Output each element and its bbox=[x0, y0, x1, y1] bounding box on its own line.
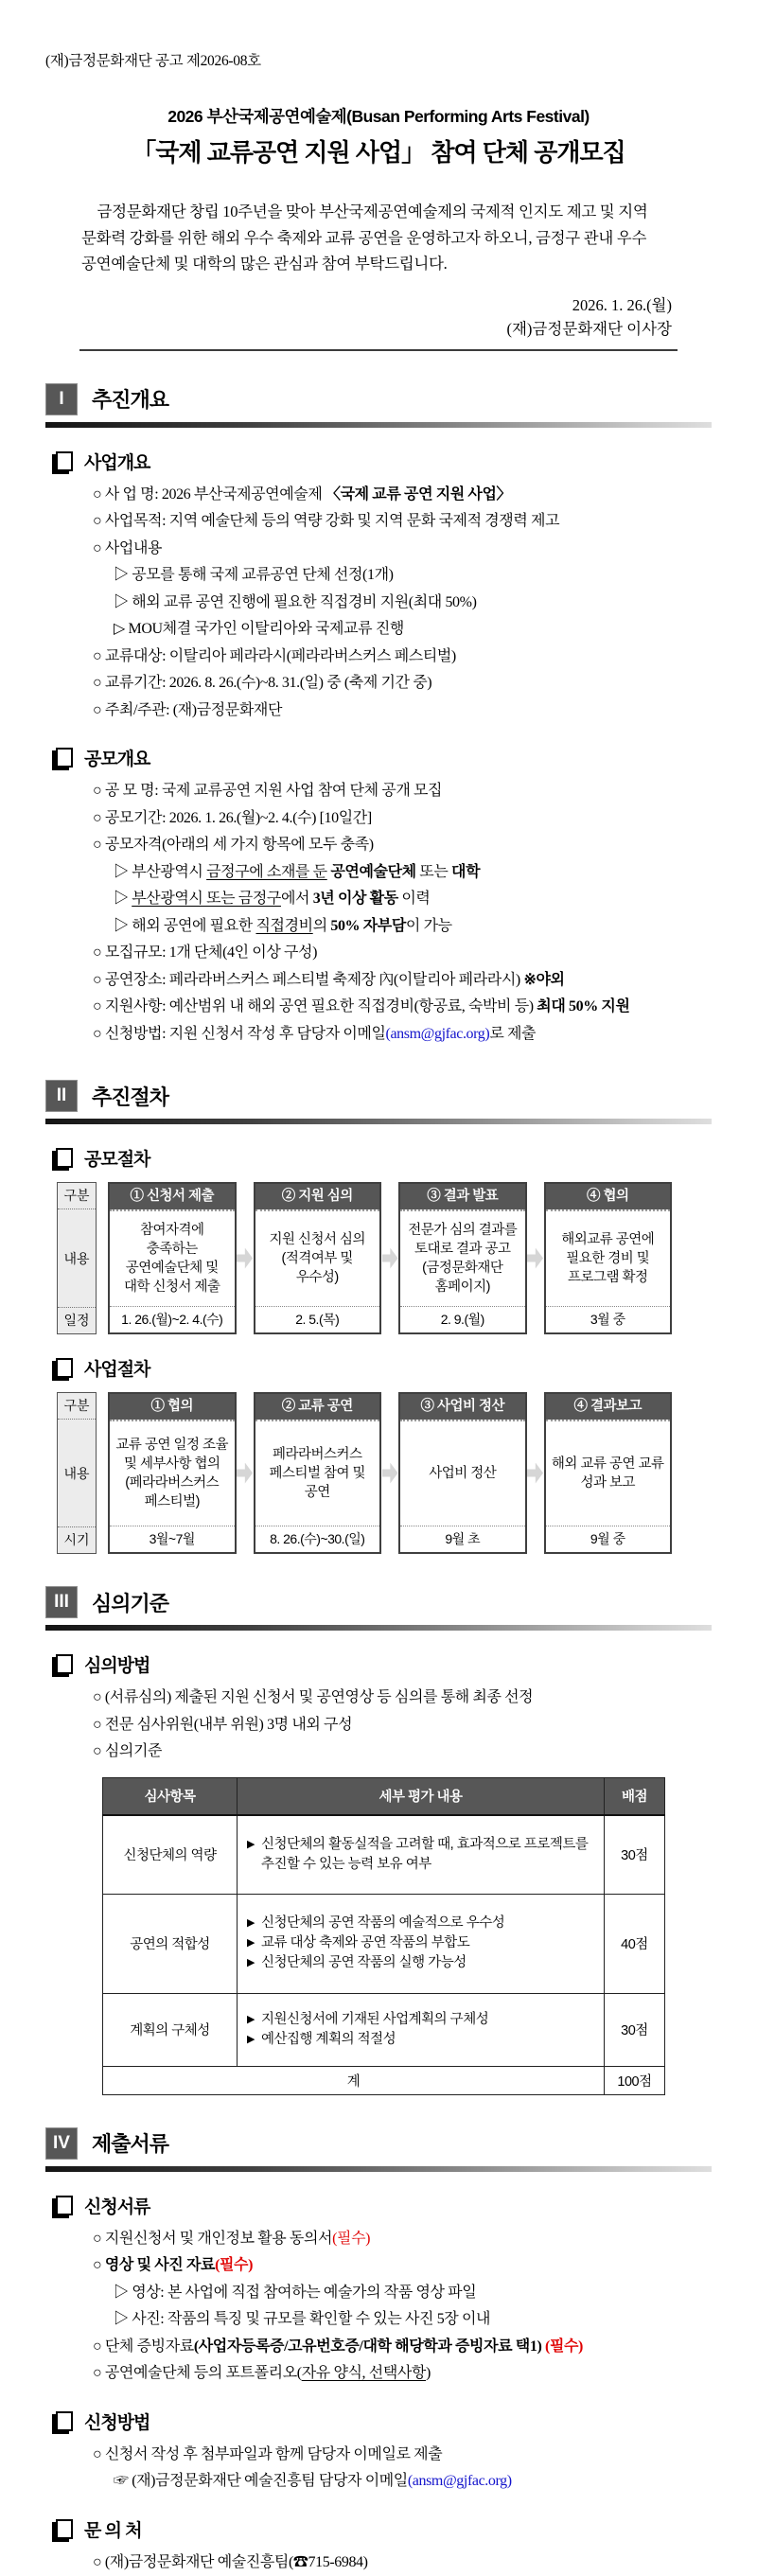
subsection-contact bbox=[51, 2516, 712, 2542]
row-label: 구분 bbox=[58, 1183, 96, 1209]
list-item bbox=[93, 697, 712, 725]
total-label: 계 bbox=[103, 2066, 605, 2094]
process-label-column bbox=[57, 1392, 97, 1554]
triangle-bullet-icon: ▶ bbox=[247, 2010, 261, 2030]
list-item bbox=[93, 1738, 712, 1766]
square-bullet-icon bbox=[56, 2196, 73, 2215]
announcement-date: 2026. 1. 26.(월) bbox=[45, 292, 672, 315]
step-title: ③ 사업비 정산 bbox=[400, 1394, 525, 1420]
text-run: 〈국제 교류 공연 지원 사업〉 bbox=[326, 486, 511, 503]
criteria-details bbox=[238, 1894, 605, 1993]
text-run: ○ bbox=[93, 2257, 105, 2273]
step-date: 3월~7월 bbox=[110, 1526, 235, 1552]
list-item bbox=[93, 967, 712, 995]
process-steps bbox=[108, 1182, 672, 1334]
text-run: ○ 사 업 명: 2026 부산국제공연예술제 bbox=[93, 486, 326, 503]
text-run: ▷ MOU체결 국가인 이탈리아와 국제교류 진행 bbox=[114, 621, 404, 637]
list-item bbox=[93, 940, 712, 967]
triangle-bullet-icon: ▶ bbox=[247, 1914, 261, 1933]
section-header-review-criteria bbox=[45, 1586, 712, 1618]
detail-line: ▶ 신청단체의 활동실적을 고려할 때, 효과적으로 프로젝트를 추진할 수 있는 능력 보유 여부 bbox=[247, 1835, 594, 1875]
step-date: 9월 중 bbox=[546, 1526, 671, 1552]
text-run: ○ 지원사항: 예산범위 내 해외 공연 필요한 직접경비(항공료, 숙박비 등) bbox=[93, 998, 537, 1015]
row-label: 내용 bbox=[58, 1420, 96, 1527]
text-run: ○ 공모기간: 2026. 1. 26.(월)~2. 4.(수) [10일간] bbox=[93, 810, 372, 826]
email-link[interactable]: (ansm@gjfac.org) bbox=[408, 2473, 512, 2489]
subsection-application-docs bbox=[51, 2193, 712, 2218]
arrow-right-icon bbox=[381, 1392, 398, 1554]
step-date: 2. 9.(월) bbox=[400, 1307, 525, 1332]
header-divider bbox=[79, 349, 678, 351]
list-subitem bbox=[114, 562, 712, 590]
section-header-procedure bbox=[45, 1080, 712, 1112]
step-content: 참여자격에 충족하는 공연예술단체 및 대학 신청서 제출 bbox=[110, 1209, 235, 1307]
subsection-review-method bbox=[51, 1651, 712, 1677]
criteria-score: 30점 bbox=[605, 1993, 665, 2066]
process-step bbox=[108, 1182, 237, 1334]
list-item bbox=[93, 644, 712, 671]
text-run: ▷ 해외 공연에 필요한 bbox=[114, 918, 255, 934]
subsection-title: 사업절차 bbox=[84, 1355, 150, 1381]
list-item bbox=[93, 508, 712, 536]
how-to-apply-list bbox=[93, 2442, 712, 2496]
square-bullet-icon bbox=[56, 2411, 73, 2431]
text-run: 대학 bbox=[451, 864, 480, 880]
list-item bbox=[93, 670, 712, 697]
text-run: (필수) bbox=[332, 2231, 370, 2247]
section-header-overview bbox=[45, 383, 712, 415]
column-header: 배점 bbox=[605, 1777, 665, 1815]
text-run: ○ 교류기간: 2026. 8. 26.(수)~8. 31.(일) 중 (축제 기간 중) bbox=[93, 675, 431, 691]
text-run: 의 bbox=[313, 918, 331, 934]
section-number-badge: IV bbox=[45, 2127, 78, 2160]
text-run: ○ 단체 증빙자료 bbox=[93, 2338, 194, 2355]
arrow-right-icon bbox=[237, 1182, 254, 1334]
table-row bbox=[103, 1993, 665, 2066]
triangle-bullet-icon: ▶ bbox=[247, 1953, 261, 1973]
detail-line: ▶ 지원신청서에 기재된 사업계획의 구체성 bbox=[247, 2010, 594, 2030]
text-run: (사업자등록증/고유번호증/대학 해당학과 증빙자료 택1) bbox=[194, 2338, 542, 2355]
text-run: 50% 자부담 bbox=[330, 918, 406, 934]
list-subitem bbox=[114, 859, 712, 887]
text-run: ▷ 부산광역시 bbox=[114, 864, 206, 880]
text-run: ○ 신청서 작성 후 첨부파일과 함께 담당자 이메일로 제출 bbox=[93, 2446, 442, 2462]
step-title: ④ 협의 bbox=[546, 1184, 671, 1209]
application-docs-list bbox=[93, 2226, 712, 2388]
list-item bbox=[93, 1021, 712, 1049]
text-run: 부산광역시 또는 금정구 bbox=[132, 891, 281, 907]
table-header-row bbox=[103, 1777, 665, 1815]
square-bullet-icon bbox=[56, 2519, 73, 2539]
list-item bbox=[93, 2226, 712, 2253]
text-run: ○ 사업목적: 지역 예술단체 등의 역량 강화 및 지역 문화 국제적 경쟁력 제고 bbox=[93, 513, 559, 529]
text-run: (필수) bbox=[545, 2338, 583, 2355]
business-process-table bbox=[57, 1392, 672, 1554]
step-date: 2. 5.(목) bbox=[255, 1307, 380, 1332]
open-call-list bbox=[93, 778, 712, 1048]
section-divider-bar bbox=[45, 422, 712, 428]
text-run: 직접경비 bbox=[255, 918, 312, 934]
criteria-score: 40점 bbox=[605, 1894, 665, 1993]
list-subitem bbox=[114, 886, 712, 913]
subsection-title: 공모개요 bbox=[84, 745, 150, 770]
subsection-business-procedure bbox=[51, 1355, 712, 1381]
contact-list bbox=[93, 2550, 712, 2576]
list-item bbox=[93, 778, 712, 805]
total-score: 100점 bbox=[605, 2066, 665, 2094]
process-step bbox=[108, 1392, 237, 1554]
section-title: 심의기준 bbox=[92, 1588, 168, 1617]
intro-paragraph: 금정문화재단 창립 10주년을 맞아 부산국제공연예술제의 국제적 인지도 제고 및 지역 문화력 강화를 위한 해외 우수 축제와 교류 공연을 운영하고자 하오니, 금정구 관내 우수 공연예술단체 및 대학의 많은 관심과 참여 부탁드립니다. bbox=[81, 199, 676, 277]
step-content: 해외 교류 공연 교류 성과 보고 bbox=[546, 1420, 671, 1526]
detail-line: ▶ 예산집행 계획의 적절성 bbox=[247, 2030, 594, 2050]
text-run: ○ 심의기준 bbox=[93, 1743, 162, 1759]
list-item bbox=[93, 994, 712, 1021]
business-overview-list bbox=[93, 482, 712, 725]
text-run: (필수) bbox=[215, 2257, 253, 2273]
text-run: ▷ 공모를 통해 국제 교류공연 단체 선정(1개) bbox=[114, 567, 394, 583]
step-content: 페라라버스커스 페스티벌 참여 및 공연 bbox=[255, 1420, 380, 1526]
list-subitem bbox=[114, 913, 712, 941]
table-row bbox=[103, 1815, 665, 1895]
text-run: 로 제출 bbox=[489, 1026, 536, 1042]
process-steps bbox=[108, 1392, 672, 1554]
text-run: ○ 교류대상: 이탈리아 페라라시(페라라버스커스 페스티벌) bbox=[93, 648, 456, 664]
text-run: 이 가능 bbox=[406, 918, 452, 934]
text-run: 공연예술단체 bbox=[330, 864, 415, 880]
text-run: 자유 양식, 선택사항 bbox=[302, 2365, 426, 2381]
list-item bbox=[93, 482, 712, 509]
list-item bbox=[93, 1712, 712, 1739]
document-title: 「국제 교류공연 지원 사업」 참여 단체 공개모집 bbox=[45, 133, 712, 168]
section-divider-bar bbox=[45, 1119, 712, 1124]
text-run: 3년 이상 활동 bbox=[313, 891, 398, 907]
criteria-details bbox=[238, 1815, 605, 1895]
text-run: ○ 공 모 명: 국제 교류공연 지원 사업 참여 단체 공개 모집 bbox=[93, 783, 442, 799]
text-run: ○ 전문 심사위원(내부 위원) 3명 내외 구성 bbox=[93, 1717, 352, 1733]
detail-line: ▶ 교류 대상 축제와 공연 작품의 부합도 bbox=[247, 1933, 594, 1953]
text-run: ○ 공연예술단체 등의 포트폴리오( bbox=[93, 2365, 302, 2381]
triangle-bullet-icon: ▶ bbox=[247, 1835, 261, 1875]
subsection-title: 심의방법 bbox=[84, 1651, 150, 1677]
arrow-right-icon bbox=[527, 1392, 544, 1554]
step-date: 8. 26.(수)~30.(일) bbox=[255, 1526, 380, 1552]
step-content: 해외교류 공연에 필요한 경비 및 프로그램 확정 bbox=[546, 1209, 671, 1307]
step-content: 지원 신청서 심의(적격여부 및 우수성) bbox=[255, 1209, 380, 1307]
row-label: 구분 bbox=[58, 1393, 96, 1420]
step-date: 9월 초 bbox=[400, 1526, 525, 1552]
process-step bbox=[544, 1392, 673, 1554]
text-run: 이력 bbox=[398, 891, 431, 907]
review-method-list bbox=[93, 1685, 712, 1766]
text-run: 최대 50% 지원 bbox=[537, 998, 629, 1015]
square-bullet-icon bbox=[56, 1358, 73, 1378]
step-title: ③ 결과 발표 bbox=[400, 1184, 525, 1209]
criteria-details bbox=[238, 1993, 605, 2066]
row-label: 시기 bbox=[58, 1527, 96, 1553]
list-subitem bbox=[114, 590, 712, 617]
square-bullet-icon bbox=[56, 748, 73, 768]
step-title: ② 지원 심의 bbox=[255, 1184, 380, 1209]
step-date: 3월 중 bbox=[546, 1307, 671, 1332]
document-subtitle: 2026 부산국제공연예술제(Busan Performing Arts Festival) bbox=[45, 104, 712, 128]
section-number-badge: III bbox=[45, 1586, 78, 1618]
arrow-right-icon bbox=[527, 1182, 544, 1334]
process-step bbox=[254, 1182, 382, 1334]
process-step bbox=[398, 1392, 527, 1554]
square-bullet-icon bbox=[56, 1148, 73, 1168]
text-run: ○ 주최/주관: (재)금정문화재단 bbox=[93, 702, 282, 718]
criteria-name: 계획의 구체성 bbox=[103, 1993, 238, 2066]
subsection-open-call-overview bbox=[51, 745, 712, 770]
text-run: ▷ 영상: 본 사업에 직접 참여하는 예술가의 작품 영상 파일 bbox=[114, 2285, 476, 2301]
list-item bbox=[93, 2334, 712, 2361]
list-item bbox=[93, 2252, 712, 2280]
criteria-name: 신청단체의 역량 bbox=[103, 1815, 238, 1895]
criteria-name: 공연의 적합성 bbox=[103, 1894, 238, 1993]
process-label-column bbox=[57, 1182, 97, 1334]
column-header: 세부 평가 내용 bbox=[238, 1777, 605, 1815]
text-run: ※야외 bbox=[523, 972, 564, 988]
step-title: ① 협의 bbox=[110, 1394, 235, 1420]
arrow-right-icon bbox=[237, 1392, 254, 1554]
email-link[interactable]: (ansm@gjfac.org) bbox=[386, 1026, 490, 1042]
text-run: ○ 공연장소: 페라라버스커스 페스티벌 축제장 內(이탈리아 페라라시) bbox=[93, 972, 523, 988]
text-run: ○ 사업내용 bbox=[93, 540, 162, 556]
text-run: ▷ 사진: 작품의 특징 및 규모를 확인할 수 있는 사진 5장 이내 bbox=[114, 2311, 490, 2327]
signer: (재)금정문화재단 이사장 bbox=[45, 317, 672, 342]
table-total-row bbox=[103, 2066, 665, 2094]
text-run: 에서 bbox=[281, 891, 313, 907]
table-row bbox=[103, 1894, 665, 1993]
section-number-badge: II bbox=[45, 1080, 78, 1112]
section-header-submission-docs bbox=[45, 2127, 712, 2160]
section-title: 추진절차 bbox=[92, 1082, 168, 1111]
subsection-title: 공모절차 bbox=[84, 1145, 150, 1171]
list-item bbox=[93, 2360, 712, 2388]
list-item bbox=[93, 805, 712, 833]
step-title: ② 교류 공연 bbox=[255, 1394, 380, 1420]
text-run: ○ (재)금정문화재단 예술진흥팀(☎715-6984) bbox=[93, 2554, 368, 2570]
text-run: 또는 bbox=[416, 864, 451, 880]
row-label: 내용 bbox=[58, 1209, 96, 1308]
notice-number: (재)금정문화재단 공고 제2026-08호 bbox=[45, 49, 712, 70]
detail-line: ▶ 신청단체의 공연 작품의 예술적으로 우수성 bbox=[247, 1914, 594, 1933]
process-step bbox=[544, 1182, 673, 1334]
open-call-process-table bbox=[57, 1182, 672, 1334]
section-title: 제출서류 bbox=[92, 2128, 168, 2158]
text-run: ) bbox=[426, 2365, 431, 2381]
list-subitem bbox=[114, 2306, 712, 2334]
text-run: ○ 지원신청서 및 개인정보 활용 동의서 bbox=[93, 2231, 332, 2247]
row-label: 일정 bbox=[58, 1308, 96, 1333]
subsection-open-call-procedure bbox=[51, 1145, 712, 1171]
subsection-business-overview bbox=[51, 449, 712, 474]
list-item bbox=[93, 2550, 712, 2576]
text-run: ▷ bbox=[114, 891, 132, 907]
list-subitem bbox=[114, 2280, 712, 2307]
step-title: ④ 결과보고 bbox=[546, 1394, 671, 1420]
text-run: 금정구에 소재를 둔 bbox=[206, 864, 327, 880]
list-item bbox=[93, 536, 712, 563]
arrow-right-icon bbox=[381, 1182, 398, 1334]
column-header: 심사항목 bbox=[103, 1777, 238, 1815]
text-run: ○ 공모자격(아래의 세 가지 항목에 모두 충족) bbox=[93, 837, 374, 853]
section-divider-bar bbox=[45, 1625, 712, 1631]
step-date: 1. 26.(월)~2. 4.(수) bbox=[110, 1307, 235, 1332]
step-content: 교류 공연 일정 조율 및 세부사항 협의 (페라라버스커스 페스티벌) bbox=[110, 1420, 235, 1526]
text-run: ▷ 해외 교류 공연 진행에 필요한 직접경비 지원(최대 50%) bbox=[114, 594, 477, 610]
subsection-title: 신청방법 bbox=[84, 2408, 150, 2434]
step-content: 사업비 정산 bbox=[400, 1420, 525, 1526]
text-run: ☞ (재)금정문화재단 예술진흥팀 담당자 이메일 bbox=[114, 2473, 408, 2489]
triangle-bullet-icon: ▶ bbox=[247, 2030, 261, 2050]
text-run: ○ 신청방법: 지원 신청서 작성 후 담당자 이메일 bbox=[93, 1026, 386, 1042]
list-item bbox=[93, 832, 712, 859]
list-item bbox=[93, 2442, 712, 2469]
subsection-title: 신청서류 bbox=[84, 2193, 150, 2218]
section-title: 추진개요 bbox=[92, 384, 168, 414]
list-item bbox=[93, 1685, 712, 1712]
detail-line: ▶ 신청단체의 공연 작품의 실행 가능성 bbox=[247, 1953, 594, 1973]
list-subitem bbox=[114, 616, 712, 644]
process-step bbox=[254, 1392, 382, 1554]
square-bullet-icon bbox=[56, 451, 73, 471]
subsection-how-to-apply bbox=[51, 2408, 712, 2434]
triangle-bullet-icon: ▶ bbox=[247, 1933, 261, 1953]
process-step bbox=[398, 1182, 527, 1334]
criteria-score: 30점 bbox=[605, 1815, 665, 1895]
section-number-badge: I bbox=[45, 383, 78, 415]
text-run: 영상 및 사진 자료 bbox=[105, 2257, 215, 2273]
evaluation-criteria-table bbox=[102, 1777, 665, 2095]
subsection-title: 문 의 처 bbox=[84, 2516, 142, 2542]
text-run: ○ 모집규모: 1개 단체(4인 이상 구성) bbox=[93, 944, 317, 961]
text-run: ○ (서류심의) 제출된 지원 신청서 및 공연영상 등 심의를 통해 최종 선정 bbox=[93, 1689, 533, 1705]
subsection-title: 사업개요 bbox=[84, 449, 150, 474]
list-subitem bbox=[114, 2468, 712, 2496]
step-content: 전문가 심의 결과를 토대로 결과 공고 (금정문화재단 홈페이지) bbox=[400, 1209, 525, 1307]
step-title: ① 신청서 제출 bbox=[110, 1184, 235, 1209]
square-bullet-icon bbox=[56, 1654, 73, 1674]
section-divider-bar bbox=[45, 2166, 712, 2172]
